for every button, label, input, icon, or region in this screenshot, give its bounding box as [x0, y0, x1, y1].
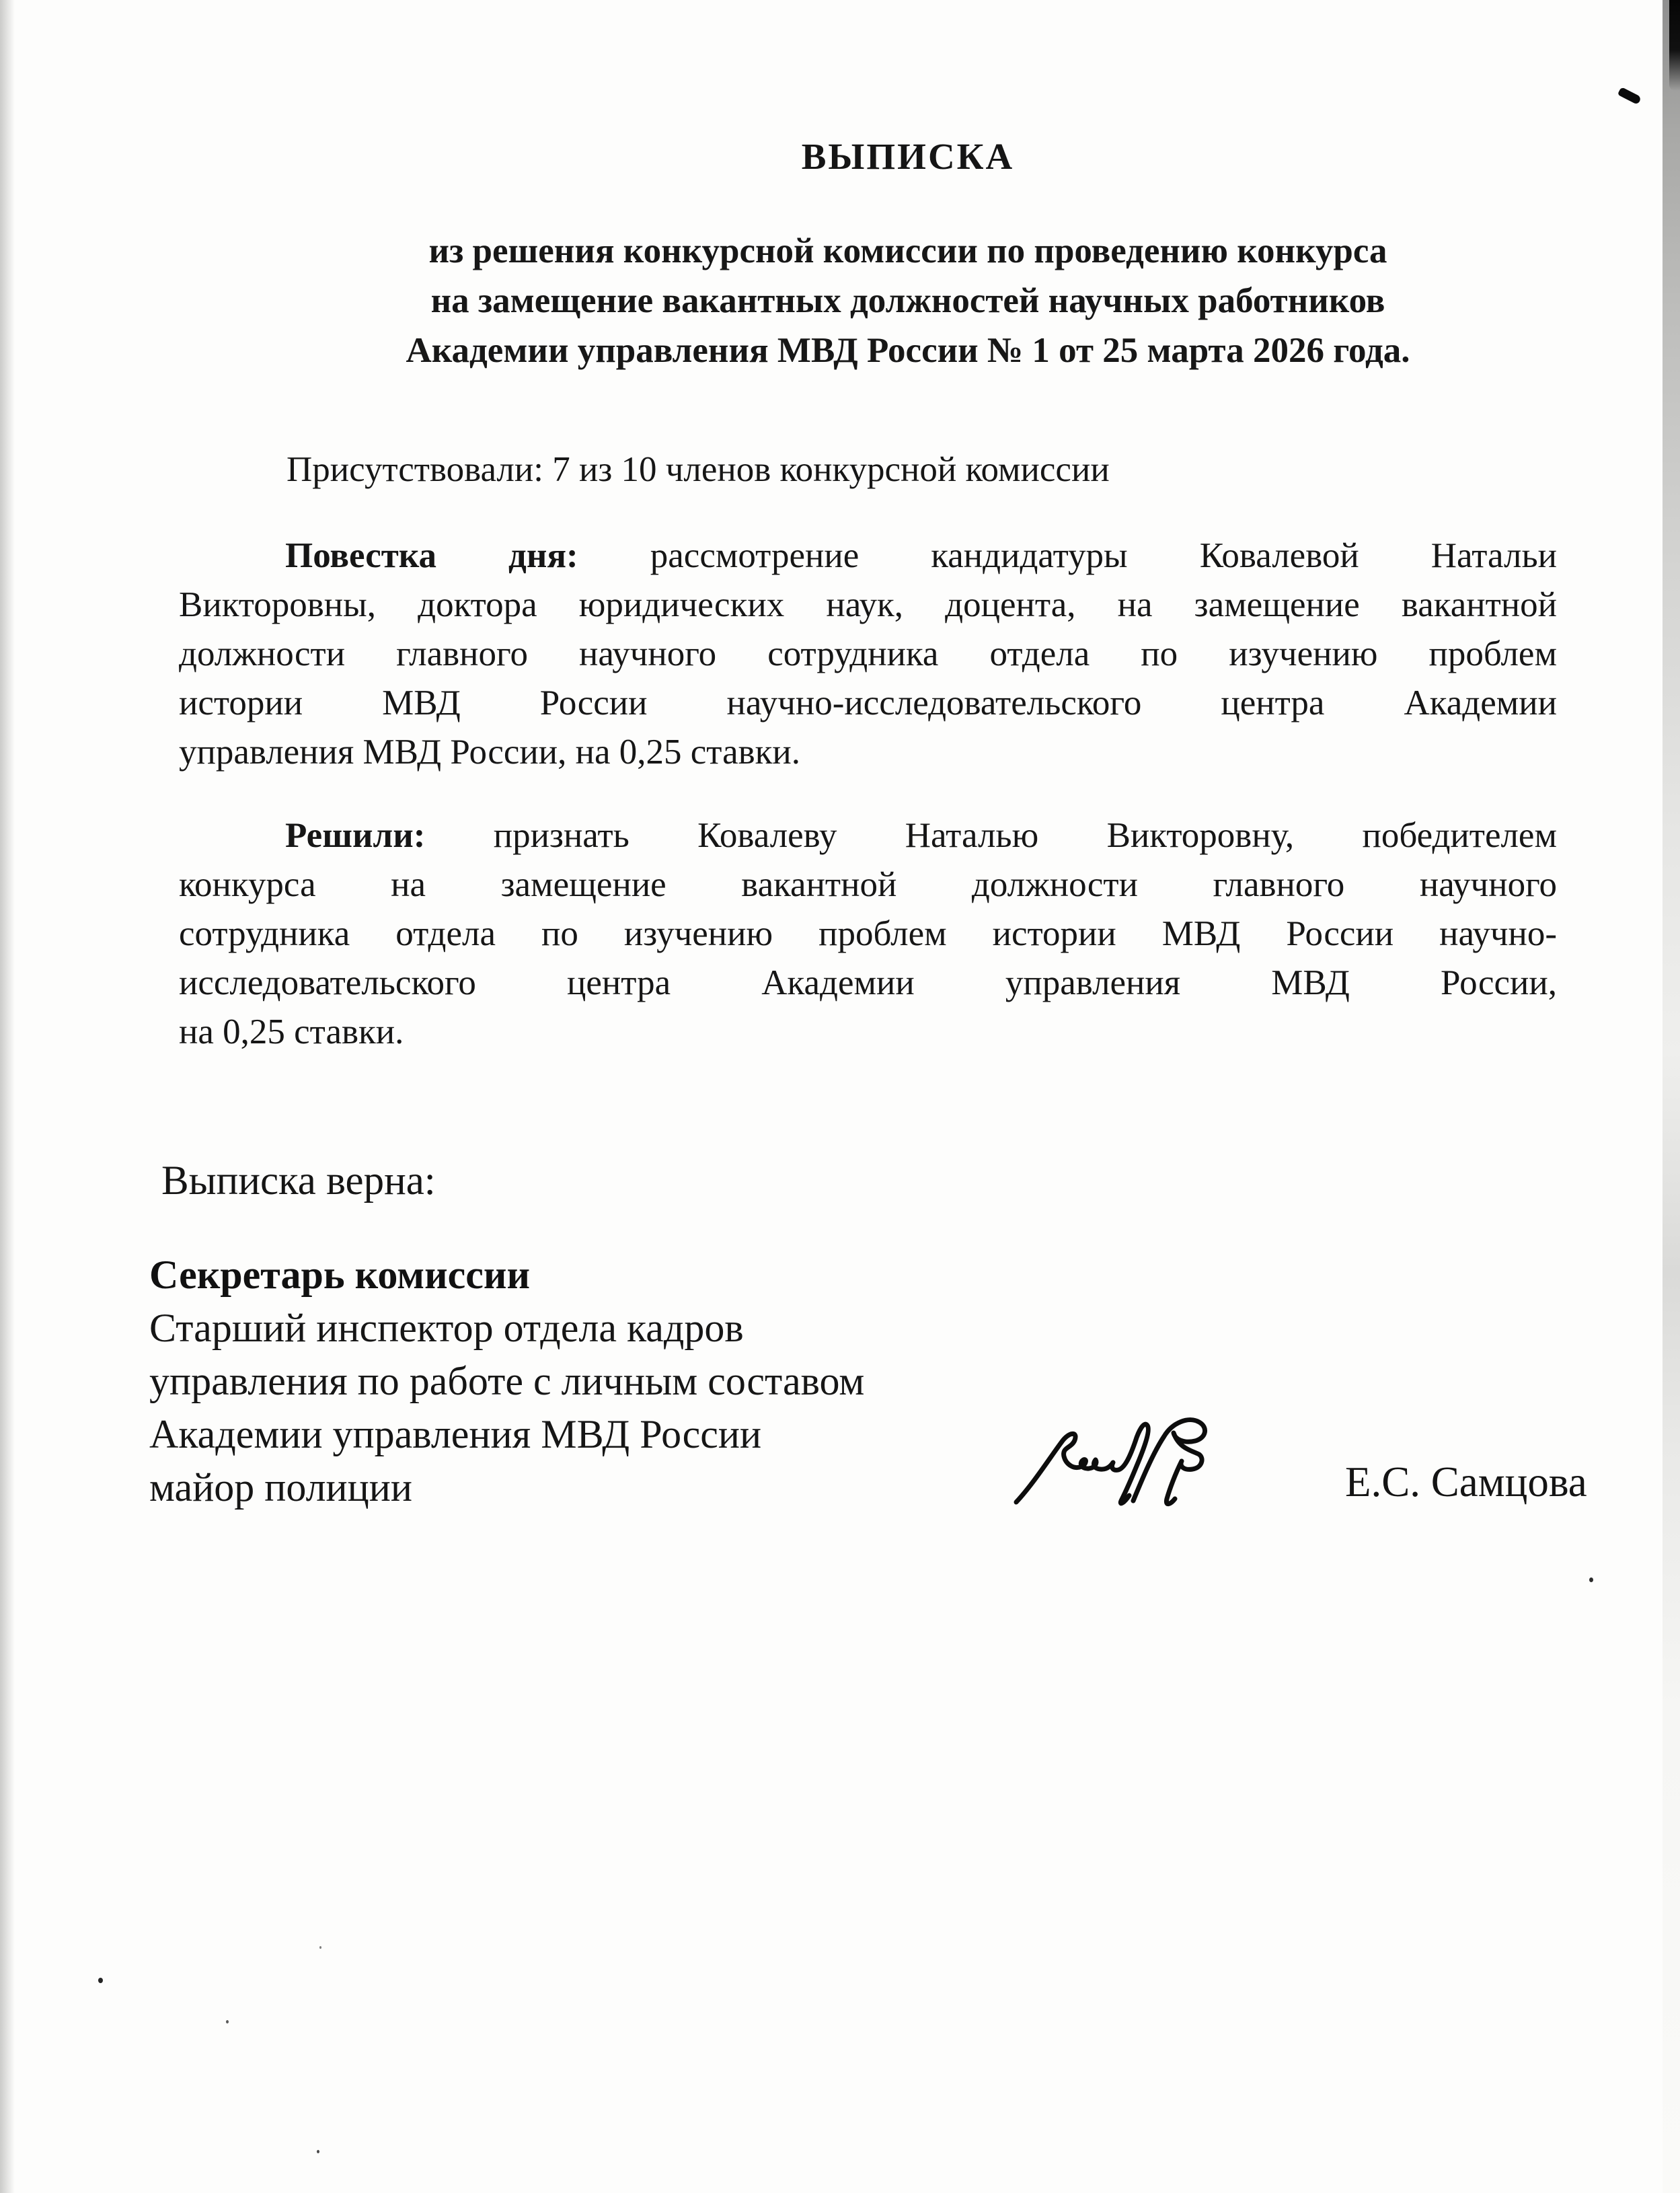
handwritten-signature-icon [1005, 1403, 1221, 1517]
signer-role-line: управления по работе с личным составом [149, 1359, 865, 1403]
ink-speck [226, 2020, 229, 2023]
signer-role-line: Старший инспектор отдела кадров [149, 1306, 744, 1350]
attendance-line: Присутствовали: 7 из 10 членов конкурсной комиссии [287, 450, 1110, 489]
ink-speck [319, 1946, 321, 1949]
scan-left-edge-artifact [0, 0, 15, 2193]
agenda-line: управления МВД России, на 0,25 ставки. [179, 733, 801, 772]
certification-line: Выписка верна: [161, 1158, 436, 1203]
agenda-paragraph [179, 531, 1557, 777]
subtitle-line: на замещение вакантных должностей научных работников [430, 281, 1385, 320]
signer-name: Е.С. Самцова [1345, 1458, 1587, 1506]
agenda-line: Повестка дня: рассмотрение кандидатуры Ковалевой Натальи [285, 536, 1557, 575]
scan-right-edge-artifact [1663, 0, 1680, 2193]
signer-role-line: Академии управления МВД России [149, 1412, 762, 1456]
agenda-line: истории МВД России научно-исследовательского центра Академии [179, 683, 1557, 722]
document-header [182, 132, 1634, 375]
resolution-line: на 0,25 ставки. [179, 1012, 404, 1051]
resolution-line: Решили: признать Ковалеву Наталью Викторовну, победителем [285, 816, 1557, 855]
ink-mark [1617, 87, 1642, 105]
signer-role-line: майор полиции [149, 1465, 412, 1510]
ink-speck [1589, 1577, 1593, 1582]
scan-corner-artifact [1669, 0, 1680, 91]
signer-block [149, 1249, 864, 1514]
subtitle-line: Академии управления МВД России № 1 от 25 марта 2026 года. [406, 331, 1410, 370]
agenda-label: Повестка дня: [285, 536, 578, 575]
resolution-paragraph [179, 811, 1557, 1057]
ink-speck [98, 1978, 103, 1983]
resolution-label: Решили: [285, 816, 426, 855]
agenda-line: должности главного научного сотрудника отдела по изучению проблем [179, 634, 1557, 673]
agenda-line: Викторовны, доктора юридических наук, доцента, на замещение вакантной [179, 585, 1557, 624]
document-subtitle [182, 226, 1634, 375]
resolution-line: сотрудника отдела по изучению проблем истории МВД России научно- [179, 914, 1557, 953]
ink-speck [317, 2150, 319, 2153]
signer-role-title: Секретарь комиссии [149, 1253, 531, 1297]
subtitle-line: из решения конкурсной комиссии по проведению конкурса [428, 231, 1387, 270]
document-title: ВЫПИСКА [801, 136, 1015, 177]
resolution-line: исследовательского центра Академии управления МВД России, [179, 963, 1557, 1002]
resolution-line: конкурса на замещение вакантной должности главного научного [179, 865, 1557, 904]
